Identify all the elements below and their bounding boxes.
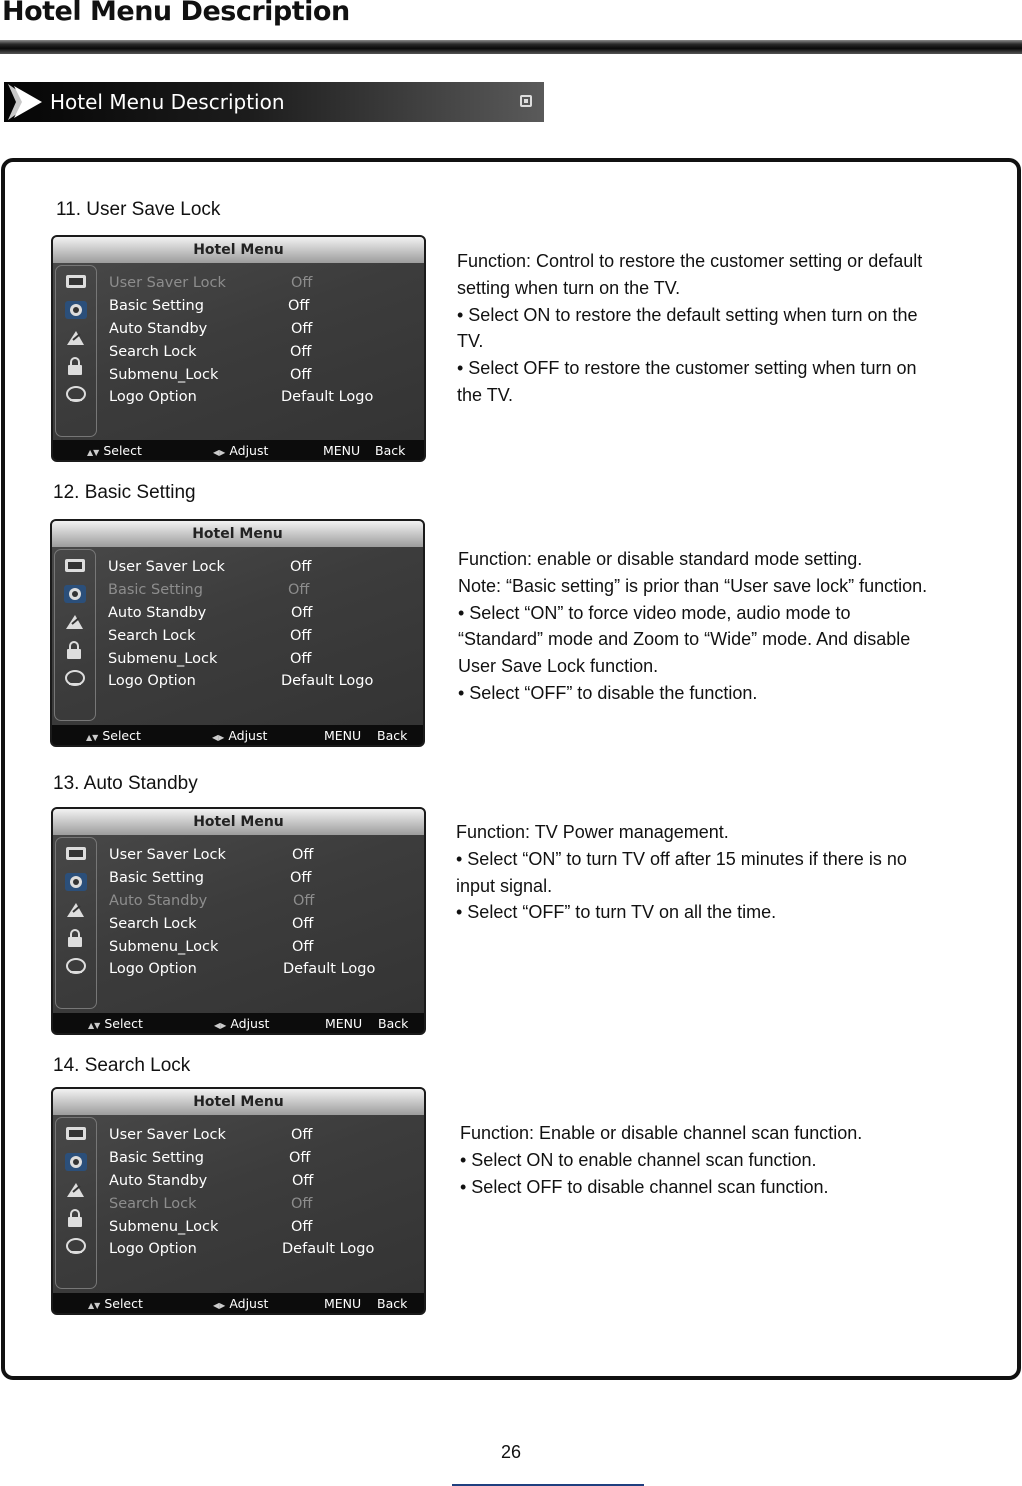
- menu-row-basic-setting: [109, 1150, 409, 1170]
- menu-row-value: Off: [291, 1127, 313, 1143]
- menu-row-label: Basic Setting: [109, 1150, 204, 1166]
- banner-title: Hotel Menu Description: [50, 90, 285, 114]
- menu-row-user-saver-lock: [109, 847, 409, 867]
- left-right-arrows-icon: ◀▶: [213, 448, 226, 457]
- left-right-arrows-icon: ◀▶: [213, 1301, 226, 1310]
- section-heading: 11. User Save Lock: [56, 199, 221, 220]
- description-line: User Save Lock function.: [458, 656, 659, 677]
- up-down-arrows-icon: ▲▼: [87, 448, 100, 457]
- menu-row-submenu-lock: [109, 367, 409, 387]
- menu-footer: [53, 440, 424, 460]
- description-line: Note: “Basic setting” is prior than “User save lock” function.: [458, 575, 928, 596]
- dish-icon: [64, 956, 88, 976]
- footer-adjust: Adjust: [228, 728, 268, 743]
- menu-row-label: Basic Setting: [109, 298, 204, 314]
- menu-row-label: Logo Option: [109, 389, 197, 405]
- menu-row-label: Logo Option: [109, 961, 197, 977]
- description-line: • Select ON to enable channel scan function.: [460, 1149, 817, 1170]
- menu-row-basic-setting: [108, 582, 408, 602]
- speaker-icon: [64, 872, 88, 892]
- menu-row-value: Off: [290, 344, 312, 360]
- menu-row-value: Off: [290, 651, 312, 667]
- menu-row-value: Default Logo: [282, 1241, 375, 1257]
- footer-adjust: Adjust: [230, 1016, 270, 1031]
- menu-header: Hotel Menu: [53, 809, 424, 835]
- description-line: • Select “OFF” to turn TV on all the time.: [456, 902, 777, 923]
- menu-row-basic-setting: [109, 298, 409, 318]
- menu-footer: [52, 725, 423, 745]
- footer-menu: MENU: [325, 1016, 363, 1031]
- description-line: • Select “OFF” to disable the function.: [458, 682, 758, 703]
- menu-row-label: Submenu_Lock: [109, 939, 219, 955]
- menu-footer: [53, 1013, 424, 1033]
- satellite-icon: [64, 900, 88, 920]
- menu-row-submenu-lock: [109, 1219, 409, 1239]
- menu-row-label: Search Lock: [109, 1196, 197, 1212]
- menu-row-label: User Saver Lock: [108, 559, 225, 575]
- menu-row-label: Submenu_Lock: [109, 1219, 219, 1235]
- menu-row-search-lock: [108, 628, 408, 648]
- menu-row-value: Off: [291, 1219, 313, 1235]
- menu-row-search-lock: [109, 916, 409, 936]
- menu-row-label: Basic Setting: [109, 870, 204, 886]
- menu-row-label: Search Lock: [109, 916, 197, 932]
- menu-icon-column: [55, 1117, 97, 1289]
- menu-header: Hotel Menu: [52, 521, 423, 547]
- menu-row-value: Off: [290, 870, 312, 886]
- menu-row-submenu-lock: [109, 939, 409, 959]
- tv-icon: [64, 844, 88, 864]
- menu-row-value: Off: [291, 275, 313, 291]
- tv-icon: [63, 556, 87, 576]
- menu-row-value: Off: [292, 1173, 314, 1189]
- menu-row-value: Off: [291, 321, 313, 337]
- menu-icon-column: [54, 549, 96, 721]
- footer-adjust: Adjust: [229, 1296, 269, 1311]
- menu-row-user-saver-lock: [108, 559, 408, 579]
- menu-row-user-saver-lock: [109, 275, 409, 295]
- footer-select: Select: [104, 1016, 143, 1031]
- menu-header: Hotel Menu: [53, 1089, 424, 1115]
- menu-row-auto-standby: [109, 321, 409, 341]
- menu-row-logo-option: [109, 1241, 409, 1261]
- lock-icon: [63, 640, 87, 660]
- menu-icon-column: [55, 837, 97, 1009]
- lock-icon: [64, 356, 88, 376]
- lock-icon: [64, 1208, 88, 1228]
- footer-menu: MENU: [324, 1296, 362, 1311]
- menu-row-label: Submenu_Lock: [109, 367, 219, 383]
- menu-row-auto-standby: [109, 893, 409, 913]
- hotel-menu-screenshot: [51, 235, 426, 462]
- dish-icon: [64, 384, 88, 404]
- description-line: input signal.: [456, 875, 553, 896]
- footer-back: Back: [378, 1016, 409, 1031]
- menu-row-logo-option: [109, 389, 409, 409]
- menu-row-value: Off: [293, 893, 315, 909]
- square-icon: [520, 95, 532, 107]
- menu-icon-column: [55, 265, 97, 437]
- menu-row-value: Off: [291, 605, 313, 621]
- menu-row-value: Default Logo: [283, 961, 376, 977]
- section-heading: 13. Auto Standby: [53, 773, 198, 794]
- description-line: Function: Control to restore the customer setting or default: [457, 251, 923, 271]
- footer-back: Back: [375, 443, 406, 458]
- up-down-arrows-icon: ▲▼: [88, 1301, 101, 1310]
- satellite-icon: [64, 328, 88, 348]
- menu-row-value: Off: [289, 1150, 311, 1166]
- description-line: TV.: [457, 331, 484, 352]
- dish-icon: [63, 668, 87, 688]
- title-rule: [0, 40, 1022, 54]
- footer-select: Select: [104, 1296, 143, 1311]
- tv-icon: [64, 1124, 88, 1144]
- menu-row-label: Submenu_Lock: [108, 651, 218, 667]
- hotel-menu-screenshot: [51, 1087, 426, 1315]
- satellite-icon: [64, 1180, 88, 1200]
- function-description: [460, 1120, 990, 1200]
- function-description: [457, 248, 987, 409]
- description-line: setting when turn on the TV.: [457, 277, 681, 298]
- lock-icon: [64, 928, 88, 948]
- section-banner: [4, 82, 544, 122]
- satellite-icon: [63, 612, 87, 632]
- hotel-menu-screenshot: [50, 519, 425, 747]
- menu-footer: [53, 1293, 424, 1313]
- menu-row-auto-standby: [109, 1173, 409, 1193]
- menu-row-label: User Saver Lock: [109, 275, 226, 291]
- footer-back: Back: [377, 728, 408, 743]
- footer-menu: MENU: [323, 443, 361, 458]
- menu-row-label: Auto Standby: [109, 1173, 208, 1189]
- footer-select: Select: [103, 443, 142, 458]
- menu-header: Hotel Menu: [53, 237, 424, 263]
- menu-row-submenu-lock: [108, 651, 408, 671]
- menu-row-value: Off: [290, 367, 312, 383]
- up-down-arrows-icon: ▲▼: [86, 733, 99, 742]
- menu-row-value: Off: [288, 582, 310, 598]
- menu-row-search-lock: [109, 344, 409, 364]
- speaker-icon: [63, 584, 87, 604]
- menu-row-auto-standby: [108, 605, 408, 625]
- menu-row-value: Off: [290, 628, 312, 644]
- page-title: Hotel Menu Description: [2, 0, 350, 27]
- description-line: Function: enable or disable standard mode setting.: [458, 549, 863, 569]
- function-description: [456, 819, 986, 926]
- menu-row-logo-option: [108, 673, 408, 693]
- hotel-menu-screenshot: [51, 807, 426, 1035]
- page-number: 26: [500, 1442, 522, 1462]
- menu-row-label: Auto Standby: [109, 893, 208, 909]
- menu-row-value: Off: [291, 1196, 313, 1212]
- menu-row-label: Auto Standby: [109, 321, 208, 337]
- menu-row-value: Off: [292, 847, 314, 863]
- menu-row-label: Search Lock: [108, 628, 196, 644]
- description-line: • Select OFF to disable channel scan function.: [460, 1176, 829, 1197]
- chevron-right-icon: [6, 82, 48, 122]
- menu-row-basic-setting: [109, 870, 409, 890]
- footer-adjust: Adjust: [229, 443, 269, 458]
- menu-row-value: Default Logo: [281, 389, 374, 405]
- menu-row-value: Off: [290, 559, 312, 575]
- description-line: • Select OFF to restore the customer setting when turn on: [457, 358, 917, 379]
- description-line: the TV.: [457, 384, 514, 405]
- tv-icon: [64, 272, 88, 292]
- menu-row-label: User Saver Lock: [109, 1127, 226, 1143]
- description-line: • Select ON to restore the default setting when turn on the: [457, 304, 918, 325]
- description-line: • Select “ON” to turn TV off after 15 minutes if there is no: [456, 848, 907, 869]
- left-right-arrows-icon: ◀▶: [214, 1021, 227, 1030]
- section-heading: 14. Search Lock: [53, 1055, 191, 1076]
- footer-back: Back: [377, 1296, 408, 1311]
- section-heading: 12. Basic Setting: [53, 482, 196, 503]
- up-down-arrows-icon: ▲▼: [88, 1021, 101, 1030]
- speaker-icon: [64, 1152, 88, 1172]
- menu-row-label: Auto Standby: [108, 605, 207, 621]
- description-line: Function: TV Power management.: [456, 822, 729, 842]
- menu-row-value: Off: [288, 298, 310, 314]
- menu-row-user-saver-lock: [109, 1127, 409, 1147]
- dish-icon: [64, 1236, 88, 1256]
- menu-row-label: Search Lock: [109, 344, 197, 360]
- description-line: “Standard” mode and Zoom to “Wide” mode. And disable: [458, 629, 911, 650]
- menu-row-logo-option: [109, 961, 409, 981]
- description-line: • Select “ON” to force video mode, audio mode to: [458, 602, 851, 623]
- menu-row-label: Basic Setting: [108, 582, 203, 598]
- left-right-arrows-icon: ◀▶: [212, 733, 225, 742]
- menu-row-label: Logo Option: [108, 673, 196, 689]
- description-line: Function: Enable or disable channel scan function.: [460, 1123, 863, 1143]
- speaker-icon: [64, 300, 88, 320]
- menu-row-search-lock: [109, 1196, 409, 1216]
- function-description: [458, 546, 988, 707]
- menu-row-label: User Saver Lock: [109, 847, 226, 863]
- footer-menu: MENU: [324, 728, 362, 743]
- menu-row-value: Off: [292, 916, 314, 932]
- menu-row-label: Logo Option: [109, 1241, 197, 1257]
- footer-select: Select: [102, 728, 141, 743]
- menu-row-value: Off: [292, 939, 314, 955]
- menu-row-value: Default Logo: [281, 673, 374, 689]
